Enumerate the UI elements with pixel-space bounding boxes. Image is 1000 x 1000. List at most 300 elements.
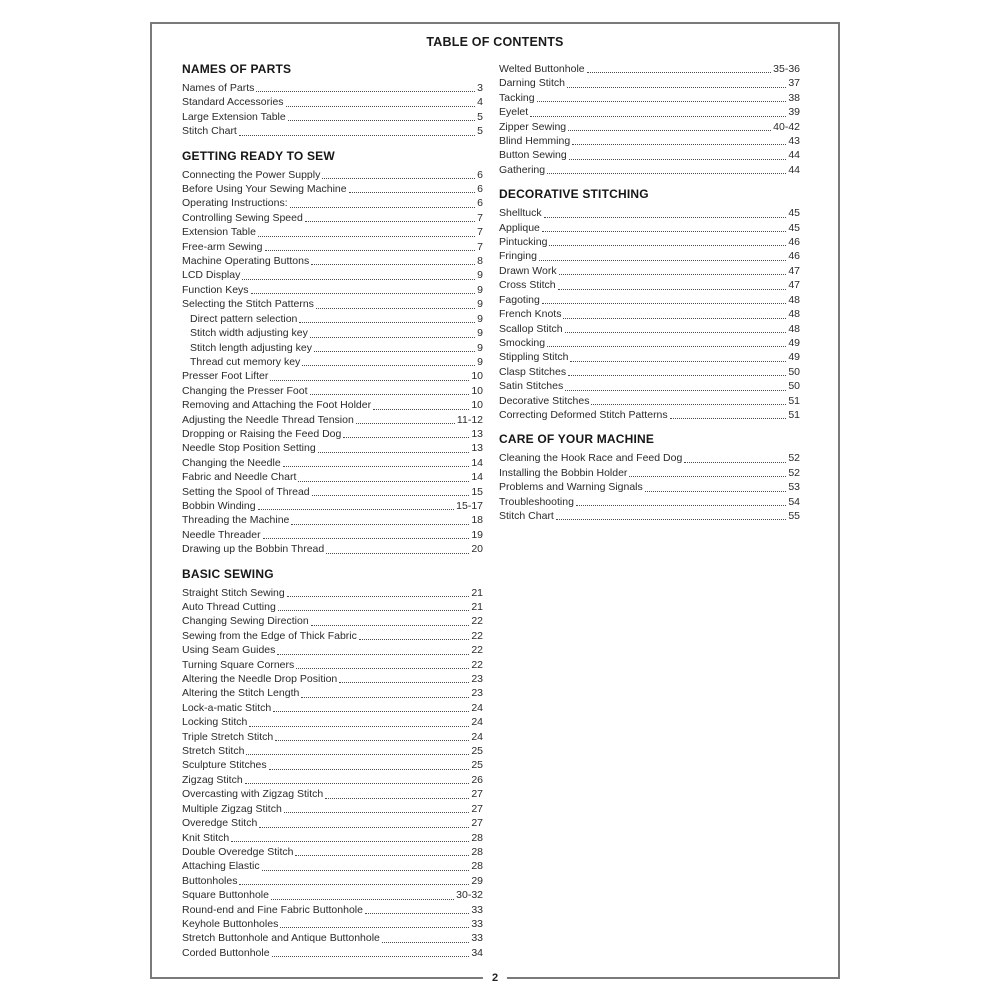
toc-column-left xyxy=(182,62,483,960)
toc-item-label: Using Seam Guides xyxy=(182,644,276,657)
toc-item-page: 24 xyxy=(471,716,483,729)
toc-item xyxy=(182,470,483,484)
toc-item xyxy=(182,816,483,830)
toc-item-label: Extension Table xyxy=(182,226,256,239)
toc-item-label: Correcting Deformed Stitch Patterns xyxy=(499,408,668,421)
toc-item-page: 6 xyxy=(477,168,483,181)
toc-columns xyxy=(152,62,838,960)
section-heading: DECORATIVE STITCHING xyxy=(499,187,649,202)
toc-item-label: Setting the Spool of Thread xyxy=(182,485,310,498)
toc-item-label: Function Keys xyxy=(182,283,249,296)
toc-item-page: 34 xyxy=(471,946,483,959)
toc-item xyxy=(499,293,800,307)
toc-item-label: Controlling Sewing Speed xyxy=(182,211,303,224)
dot-leader xyxy=(629,476,786,477)
toc-item-page: 6 xyxy=(477,197,483,210)
toc-item xyxy=(182,715,483,729)
toc-item xyxy=(182,268,483,282)
toc-item-page: 6 xyxy=(477,183,483,196)
toc-item xyxy=(499,163,800,177)
toc-item xyxy=(182,629,483,643)
dot-leader xyxy=(256,91,475,92)
toc-item-page: 15-17 xyxy=(456,499,483,512)
toc-item xyxy=(499,105,800,119)
dot-leader xyxy=(568,130,771,131)
dot-leader xyxy=(568,375,786,376)
toc-item-page: 38 xyxy=(788,91,800,104)
toc-item-page: 27 xyxy=(471,802,483,815)
toc-item-label: Locking Stitch xyxy=(182,716,248,729)
toc-item-label: Cross Stitch xyxy=(499,279,556,292)
toc-item-label: Stitch length adjusting key xyxy=(190,341,312,354)
toc-item-page: 45 xyxy=(788,207,800,220)
dot-leader xyxy=(251,293,476,294)
toc-item xyxy=(499,336,800,350)
toc-item-page: 50 xyxy=(788,365,800,378)
dot-leader xyxy=(326,553,469,554)
toc-item-page: 33 xyxy=(471,903,483,916)
toc-item-page: 9 xyxy=(477,283,483,296)
toc-item-label: Straight Stitch Sewing xyxy=(182,586,285,599)
toc-item xyxy=(182,182,483,196)
dot-leader xyxy=(670,418,787,419)
dot-leader xyxy=(349,192,476,193)
toc-item-label: Square Buttonhole xyxy=(182,889,269,902)
toc-item-page: 51 xyxy=(788,394,800,407)
dot-leader xyxy=(542,303,786,304)
toc-item-label: Tacking xyxy=(499,91,535,104)
toc-item xyxy=(182,701,483,715)
toc-item-label: Clasp Stitches xyxy=(499,365,567,378)
toc-item-page: 9 xyxy=(477,269,483,282)
toc-item-label: Overedge Stitch xyxy=(182,817,258,830)
dot-leader xyxy=(544,217,787,218)
toc-item-page: 33 xyxy=(471,932,483,945)
section-heading: NAMES OF PARTS xyxy=(182,62,292,76)
toc-section xyxy=(182,567,483,961)
toc-item xyxy=(182,398,483,412)
toc-item-page: 20 xyxy=(471,543,483,556)
toc-item-label: Overcasting with Zigzag Stitch xyxy=(182,788,324,801)
toc-item xyxy=(182,341,483,355)
toc-item-page: 33 xyxy=(471,917,483,930)
toc-item-label: Changing the Needle xyxy=(182,456,281,469)
dot-leader xyxy=(305,221,475,222)
toc-item-label: Stitch Chart xyxy=(182,125,237,138)
toc-item-page: 25 xyxy=(471,759,483,772)
toc-item xyxy=(182,917,483,931)
dot-leader xyxy=(246,754,469,755)
dot-leader xyxy=(258,509,455,510)
toc-item-label: Sculpture Stitches xyxy=(182,759,267,772)
toc-item-label: Changing Sewing Direction xyxy=(182,615,309,628)
toc-item-label: Stretch Stitch xyxy=(182,745,245,758)
dot-leader xyxy=(312,495,470,496)
toc-item-page: 4 xyxy=(477,96,483,109)
toc-section xyxy=(499,187,800,422)
toc-section xyxy=(182,62,483,139)
toc-item-page: 24 xyxy=(471,701,483,714)
toc-item-page: 26 xyxy=(471,773,483,786)
toc-item-page: 40-42 xyxy=(773,120,800,133)
toc-item-label: Applique xyxy=(499,221,540,234)
dot-leader xyxy=(539,260,786,261)
toc-item xyxy=(499,76,800,90)
dot-leader xyxy=(263,538,470,539)
page-number: 2 xyxy=(483,972,507,984)
toc-item-page: 49 xyxy=(788,351,800,364)
toc-item-label: Button Sewing xyxy=(499,149,567,162)
toc-item xyxy=(182,859,483,873)
toc-item-label: Large Extension Table xyxy=(182,110,286,123)
toc-item-label: Double Overedge Stitch xyxy=(182,845,294,858)
toc-item xyxy=(499,307,800,321)
dot-leader xyxy=(291,524,469,525)
toc-item xyxy=(182,586,483,600)
dot-leader xyxy=(286,106,476,107)
toc-item-page: 21 xyxy=(471,601,483,613)
toc-item-label: Dropping or Raising the Feed Dog xyxy=(182,427,342,440)
toc-item xyxy=(499,120,800,134)
toc-item xyxy=(182,643,483,657)
toc-item-label: Turning Square Corners xyxy=(182,658,295,671)
toc-item-label: Troubleshooting xyxy=(499,495,574,508)
toc-item-page: 30-32 xyxy=(456,889,483,902)
dot-leader xyxy=(316,308,475,309)
toc-item xyxy=(182,312,483,326)
toc-item xyxy=(182,110,483,124)
toc-item-page: 11-12 xyxy=(456,413,483,426)
dot-leader xyxy=(283,466,470,467)
toc-item-label: Round-end and Fine Fabric Buttonhole xyxy=(182,903,363,916)
toc-item-label: Gathering xyxy=(499,163,546,176)
toc-item xyxy=(182,903,483,917)
toc-item-label: Removing and Attaching the Foot Holder xyxy=(182,399,372,412)
toc-item-label: Welted Buttonhole xyxy=(499,63,585,75)
toc-item-label: Drawn Work xyxy=(499,264,557,277)
toc-item-page: 46 xyxy=(788,236,800,249)
toc-item-page: 9 xyxy=(477,298,483,311)
toc-item-page: 3 xyxy=(477,82,483,94)
toc-item xyxy=(499,466,800,480)
dot-leader xyxy=(356,423,455,424)
toc-item-label: Installing the Bobbin Holder xyxy=(499,466,628,479)
toc-item xyxy=(499,408,800,422)
toc-section xyxy=(182,149,483,557)
dot-leader xyxy=(287,596,470,597)
toc-item-page: 13 xyxy=(471,427,483,440)
toc-item-label: Sewing from the Edge of Thick Fabric xyxy=(182,629,357,642)
dot-leader xyxy=(572,144,786,145)
toc-item xyxy=(499,394,800,408)
toc-item-label: Threading the Machine xyxy=(182,514,290,527)
toc-item-page: 10 xyxy=(471,399,483,412)
toc-item xyxy=(182,931,483,945)
dot-leader xyxy=(322,178,475,179)
dot-leader xyxy=(537,101,787,102)
toc-item xyxy=(182,730,483,744)
toc-item xyxy=(182,225,483,239)
toc-item-page: 22 xyxy=(471,658,483,671)
dot-leader xyxy=(684,462,786,463)
toc-item xyxy=(182,211,483,225)
dot-leader xyxy=(311,264,475,265)
toc-item-label: Satin Stitches xyxy=(499,380,564,393)
toc-item-label: Cleaning the Hook Race and Feed Dog xyxy=(499,452,683,465)
toc-item xyxy=(499,134,800,148)
toc-item xyxy=(182,528,483,542)
dot-leader xyxy=(343,437,469,438)
toc-item-label: Needle Stop Position Setting xyxy=(182,442,316,455)
toc-item-label: Free-arm Sewing xyxy=(182,240,263,253)
toc-item xyxy=(182,283,483,297)
toc-item xyxy=(182,485,483,499)
toc-item-page: 7 xyxy=(477,226,483,239)
dot-leader xyxy=(325,798,469,799)
dot-leader xyxy=(359,639,469,640)
toc-item xyxy=(182,686,483,700)
toc-item-label: Altering the Stitch Length xyxy=(182,687,300,700)
dot-leader xyxy=(301,697,469,698)
toc-item xyxy=(182,787,483,801)
dot-leader xyxy=(318,452,470,453)
toc-item-page: 14 xyxy=(471,471,483,484)
dot-leader xyxy=(258,236,475,237)
dot-leader xyxy=(262,870,470,871)
toc-item-page: 35-36 xyxy=(773,63,800,75)
toc-item xyxy=(182,888,483,902)
dot-leader xyxy=(298,481,469,482)
dot-leader xyxy=(242,279,475,280)
toc-item-label: Standard Accessories xyxy=(182,96,284,109)
toc-item-label: Presser Foot Lifter xyxy=(182,370,269,383)
toc-item-page: 51 xyxy=(788,408,800,421)
toc-item xyxy=(182,254,483,268)
toc-item-page: 50 xyxy=(788,380,800,393)
dot-leader xyxy=(587,72,772,73)
dot-leader xyxy=(314,351,475,352)
toc-item xyxy=(499,379,800,393)
toc-item-page: 29 xyxy=(471,874,483,887)
toc-item-page: 5 xyxy=(477,125,483,138)
toc-item-page: 48 xyxy=(788,322,800,335)
toc-item-label: French Knots xyxy=(499,308,562,321)
dot-leader xyxy=(570,361,786,362)
toc-item-label: Decorative Stitches xyxy=(499,394,590,407)
toc-item-page: 13 xyxy=(471,442,483,455)
toc-item xyxy=(499,365,800,379)
toc-column-right xyxy=(499,62,800,960)
toc-item-label: Auto Thread Cutting xyxy=(182,601,276,613)
dot-leader xyxy=(272,956,470,957)
toc-item xyxy=(182,196,483,210)
toc-item-page: 23 xyxy=(471,687,483,700)
toc-item-label: Drawing up the Bobbin Thread xyxy=(182,543,325,556)
dot-leader xyxy=(310,337,475,338)
toc-item-label: Stretch Buttonhole and Antique Buttonhole xyxy=(182,932,380,945)
dot-leader xyxy=(365,913,469,914)
dot-leader xyxy=(269,769,470,770)
toc-item xyxy=(182,95,483,109)
toc-item xyxy=(182,758,483,772)
toc-item xyxy=(182,946,483,960)
toc-item-label: Pintucking xyxy=(499,236,548,249)
toc-item xyxy=(499,221,800,235)
toc-item-page: 53 xyxy=(788,481,800,494)
dot-leader xyxy=(565,390,786,391)
toc-item-page: 10 xyxy=(471,384,483,397)
toc-item xyxy=(499,235,800,249)
toc-item-page: 22 xyxy=(471,644,483,657)
toc-item-label: Scallop Stitch xyxy=(499,322,563,335)
section-heading: GETTING READY TO SEW xyxy=(182,148,335,163)
toc-item-page: 44 xyxy=(788,163,800,176)
dot-leader xyxy=(382,942,469,943)
page-title: TABLE OF CONTENTS xyxy=(426,35,564,49)
dot-leader xyxy=(290,207,476,208)
toc-item-page: 28 xyxy=(471,845,483,858)
dot-leader xyxy=(277,654,469,655)
toc-item-page: 18 xyxy=(471,514,483,527)
dot-leader xyxy=(311,625,470,626)
toc-item xyxy=(182,456,483,470)
dot-leader xyxy=(249,726,469,727)
toc-item xyxy=(182,81,483,95)
toc-item xyxy=(182,658,483,672)
toc-item-label: Blind Hemming xyxy=(499,135,571,148)
toc-item-label: Selecting the Stitch Patterns xyxy=(182,298,314,311)
toc-item-page: 46 xyxy=(788,250,800,263)
dot-leader xyxy=(547,173,786,174)
toc-item-page: 49 xyxy=(788,336,800,349)
dot-leader xyxy=(239,884,469,885)
dot-leader xyxy=(302,365,475,366)
dot-leader xyxy=(558,289,787,290)
dot-leader xyxy=(310,394,470,395)
toc-item-page: 44 xyxy=(788,149,800,162)
dot-leader xyxy=(280,927,469,928)
toc-item-label: Bobbin Winding xyxy=(182,499,256,512)
toc-item-label: Needle Threader xyxy=(182,528,261,541)
toc-item-label: Buttonholes xyxy=(182,874,238,887)
dot-leader xyxy=(275,740,469,741)
toc-item xyxy=(499,495,800,509)
toc-item-label: Lock-a-matic Stitch xyxy=(182,701,272,714)
toc-item-label: Fabric and Needle Chart xyxy=(182,471,297,484)
toc-item-label: Stitch width adjusting key xyxy=(190,327,308,340)
dot-leader xyxy=(299,322,475,323)
toc-item-label: Zigzag Stitch xyxy=(182,773,243,786)
toc-item-label: Corded Buttonhole xyxy=(182,946,270,959)
dot-leader xyxy=(288,120,475,121)
toc-item-label: Zipper Sewing xyxy=(499,120,567,133)
toc-item-page: 7 xyxy=(477,240,483,253)
toc-item xyxy=(182,802,483,816)
toc-item-label: Changing the Presser Foot xyxy=(182,384,308,397)
toc-item-page: 27 xyxy=(471,817,483,830)
section-heading: CARE OF YOUR MACHINE xyxy=(499,432,655,447)
toc-item-page: 15 xyxy=(471,485,483,498)
toc-item xyxy=(182,441,483,455)
toc-item xyxy=(182,831,483,845)
toc-item xyxy=(499,451,800,465)
toc-item xyxy=(182,413,483,427)
toc-item xyxy=(499,62,800,76)
dot-leader xyxy=(645,491,787,492)
toc-item-page: 39 xyxy=(788,106,800,119)
toc-item-page: 45 xyxy=(788,221,800,234)
toc-item xyxy=(182,744,483,758)
toc-item-label: Triple Stretch Stitch xyxy=(182,730,274,743)
toc-item xyxy=(182,124,483,138)
toc-item xyxy=(499,509,800,523)
toc-item-page: 10 xyxy=(471,370,483,383)
toc-item xyxy=(182,542,483,556)
toc-item-label: Knit Stitch xyxy=(182,831,230,844)
dot-leader xyxy=(339,682,469,683)
toc-item-label: Fagoting xyxy=(499,293,540,306)
toc-item xyxy=(182,614,483,628)
dot-leader xyxy=(591,404,786,405)
toc-item xyxy=(182,427,483,441)
manual-page xyxy=(150,22,840,984)
dot-leader xyxy=(542,231,786,232)
toc-item xyxy=(182,326,483,340)
toc-item-page: 28 xyxy=(471,831,483,844)
toc-item-label: Operating Instructions: xyxy=(182,197,288,210)
toc-item-page: 22 xyxy=(471,629,483,642)
toc-item xyxy=(499,264,800,278)
toc-item-page: 9 xyxy=(477,355,483,368)
toc-item xyxy=(182,297,483,311)
dot-leader xyxy=(278,610,470,611)
toc-item xyxy=(182,874,483,888)
toc-item-page: 7 xyxy=(477,211,483,224)
toc-item-label: Altering the Needle Drop Position xyxy=(182,673,338,686)
toc-item-page: 47 xyxy=(788,279,800,292)
toc-item-page: 9 xyxy=(477,327,483,340)
dot-leader xyxy=(273,711,469,712)
toc-item-label: Eyelet xyxy=(499,106,529,119)
toc-item-label: Smocking xyxy=(499,336,546,349)
toc-item xyxy=(182,845,483,859)
toc-item-page: 22 xyxy=(471,615,483,628)
toc-item xyxy=(182,600,483,614)
dot-leader xyxy=(271,899,454,900)
dot-leader xyxy=(245,783,470,784)
dot-leader xyxy=(530,116,786,117)
toc-item-label: Before Using Your Sewing Machine xyxy=(182,183,347,196)
toc-item-page: 21 xyxy=(471,586,483,599)
toc-item xyxy=(499,480,800,494)
toc-item xyxy=(182,499,483,513)
toc-item xyxy=(499,148,800,162)
toc-item-page: 9 xyxy=(477,312,483,325)
toc-item-label: Shelltuck xyxy=(499,207,542,220)
toc-item-label: Keyhole Buttonholes xyxy=(182,917,279,930)
toc-item xyxy=(182,773,483,787)
toc-item-label: Names of Parts xyxy=(182,82,255,94)
dot-leader xyxy=(569,159,787,160)
toc-item xyxy=(499,322,800,336)
toc-item-page: 5 xyxy=(477,110,483,123)
dot-leader xyxy=(549,245,786,246)
dot-leader xyxy=(373,409,469,410)
toc-item xyxy=(182,513,483,527)
toc-section xyxy=(499,432,800,523)
section-heading: BASIC SEWING xyxy=(182,566,274,581)
toc-item xyxy=(182,672,483,686)
